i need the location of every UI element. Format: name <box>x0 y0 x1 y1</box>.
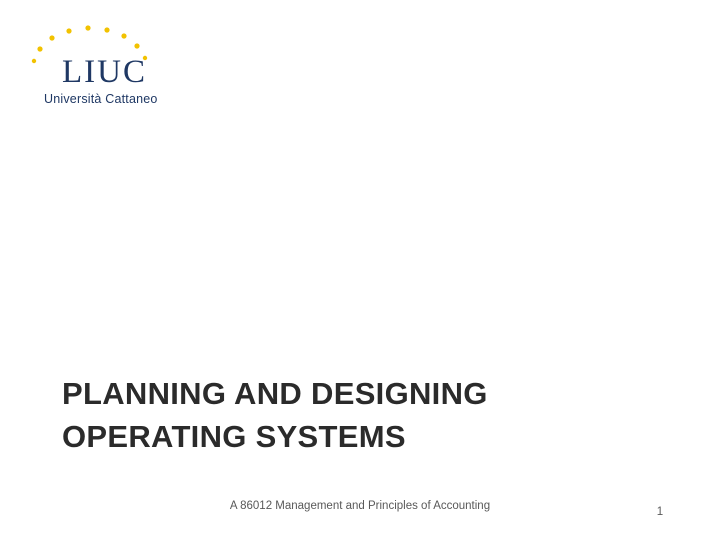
slide-title: PLANNING AND DESIGNING OPERATING SYSTEMS <box>62 375 488 454</box>
logo-wordmark: LIUC <box>62 54 147 90</box>
logo-subtitle: Università Cattaneo <box>44 92 158 106</box>
footer-course-label: A 86012 Management and Principles of Accounting <box>229 500 491 512</box>
slide-page-number: 1 <box>656 506 664 518</box>
liuc-logo <box>30 22 205 112</box>
